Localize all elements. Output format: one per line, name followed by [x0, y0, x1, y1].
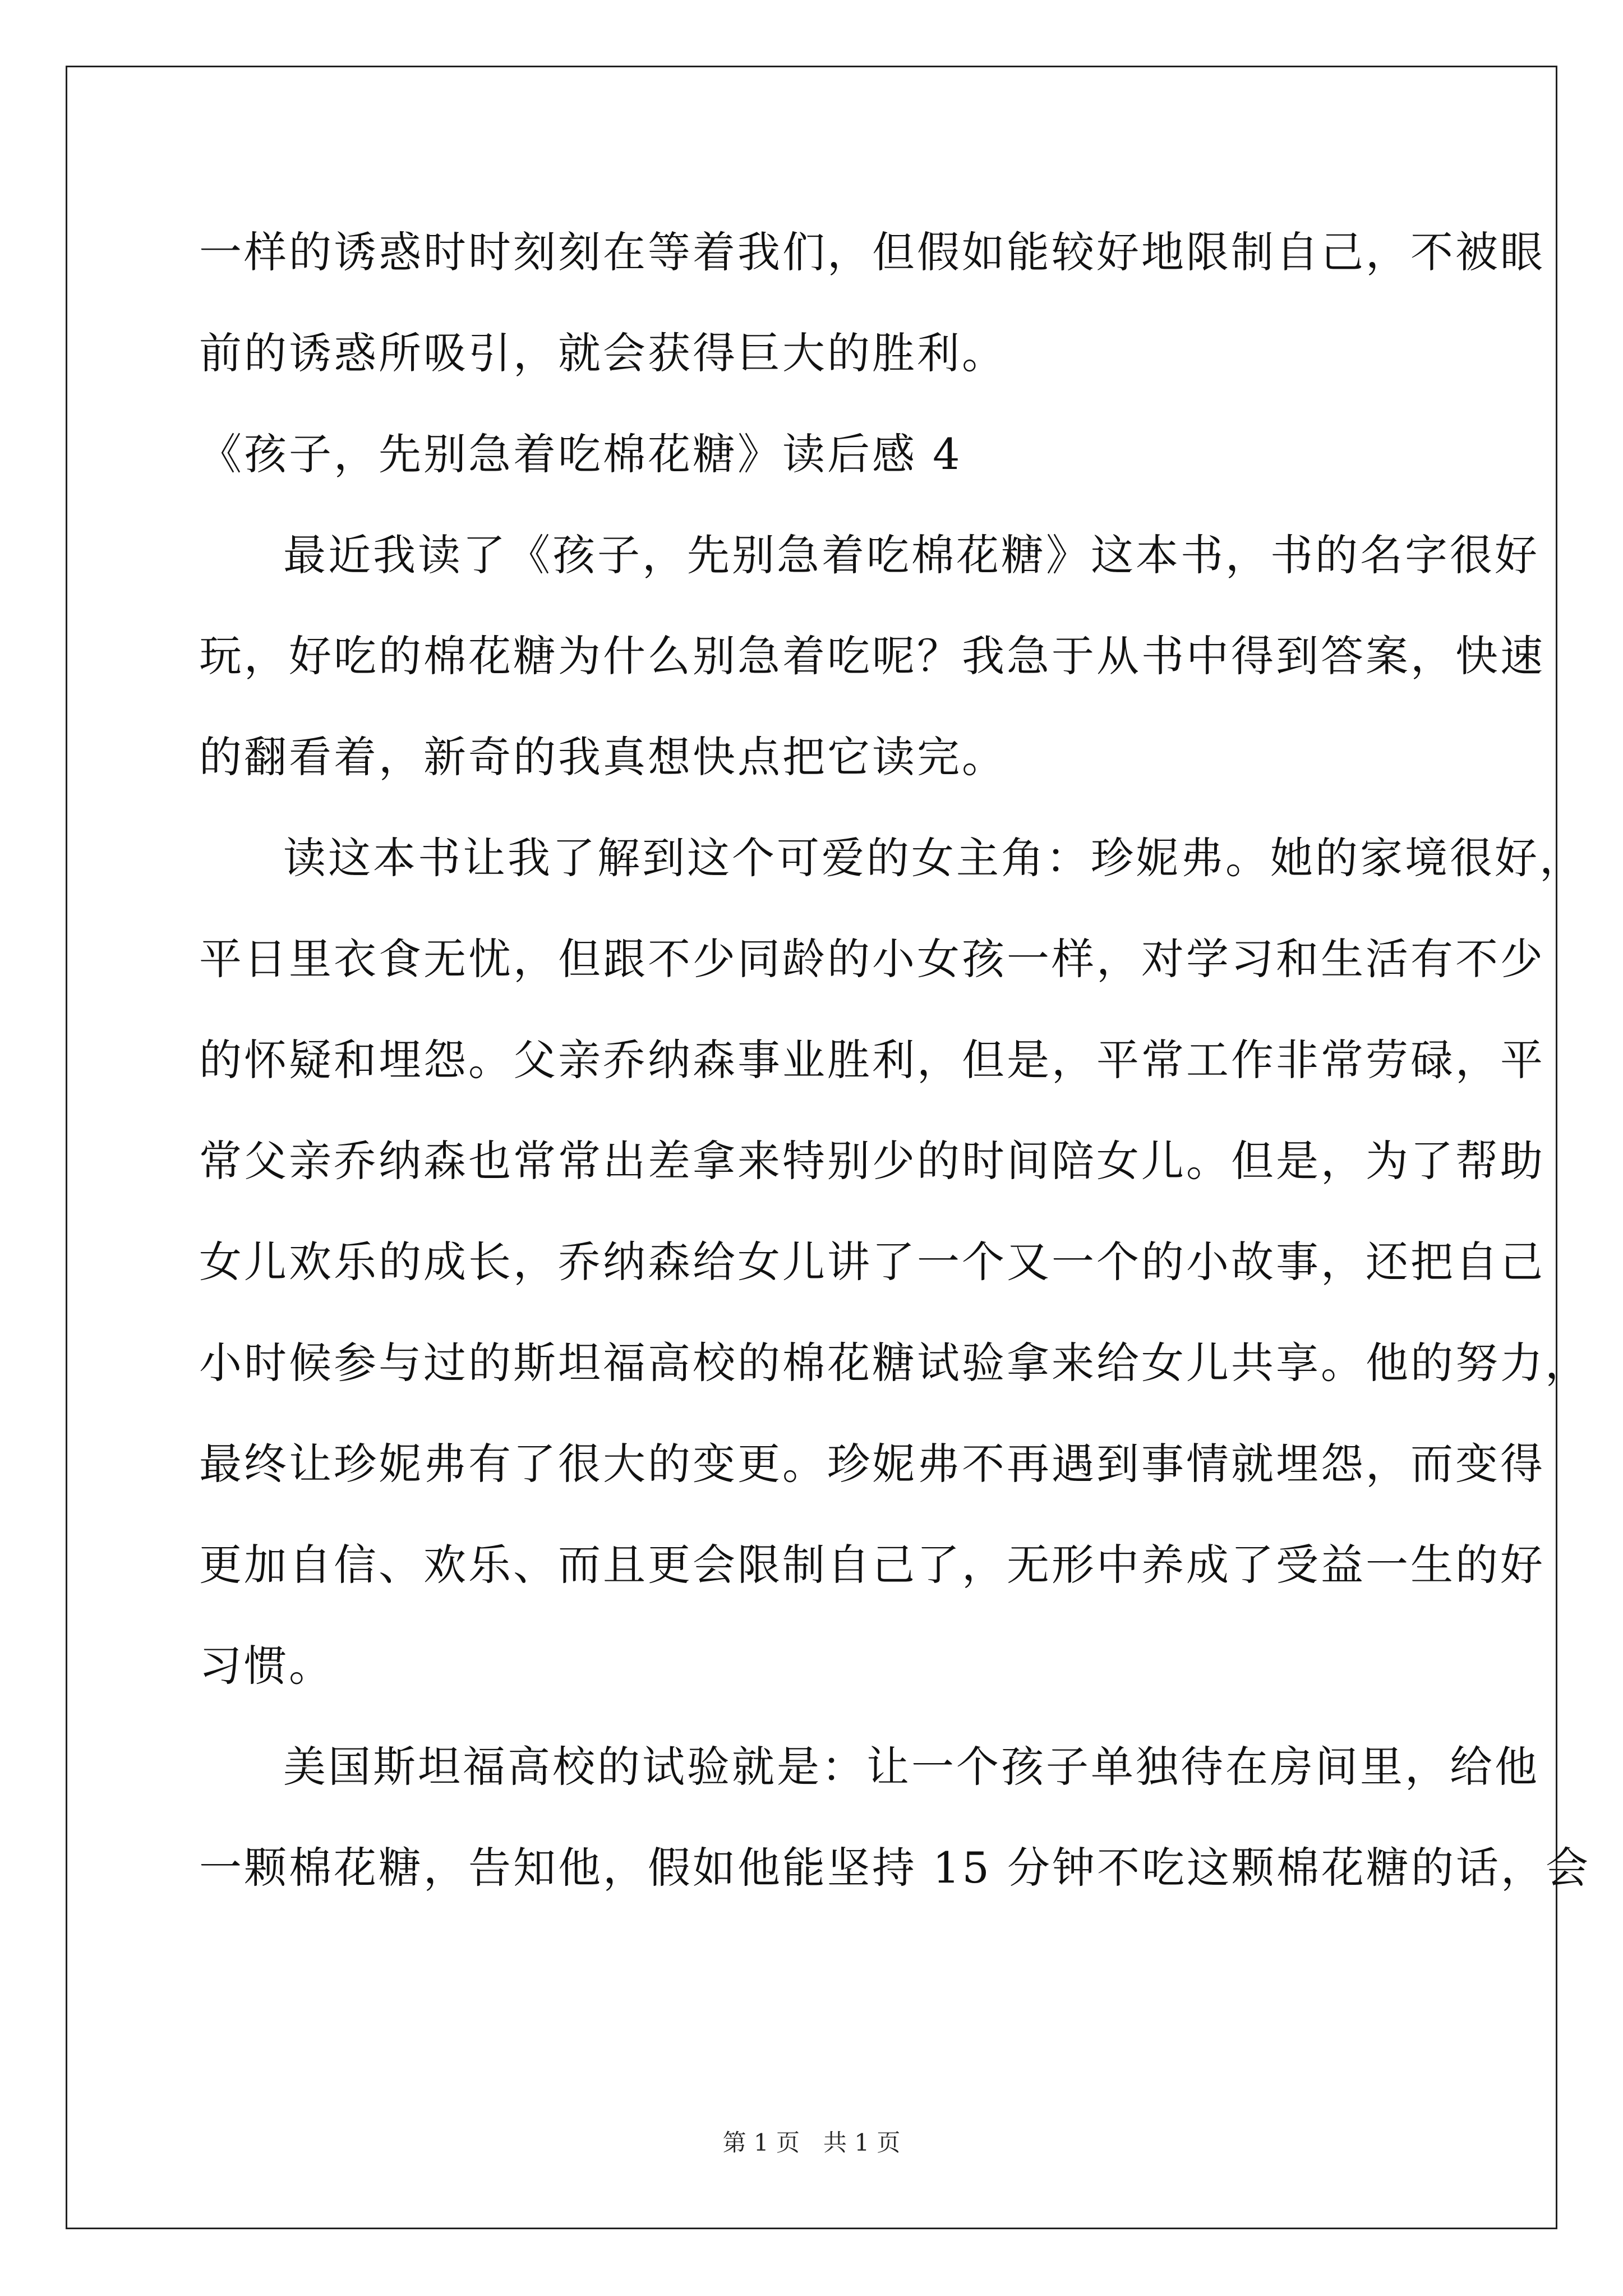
text-line: 的翻看着，新奇的我真想快点把它读完。: [199, 732, 1007, 782]
text-line: 最近我读了《孩子，先别急着吃棉花糖》这本书，书的名字很好: [283, 530, 1539, 580]
text-line: 玩，好吃的棉花糖为什么别急着吃呢？我急于从书中得到答案，快速: [199, 631, 1545, 681]
text-line: 一颗棉花糖，告知他，假如他能坚持 15 分钟不吃这颗棉花糖的话，会: [199, 1843, 1591, 1893]
text-line: 更加自信、欢乐、而且更会限制自己了，无形中养成了受益一生的好: [199, 1540, 1545, 1590]
page-number-footer: 第 1 页 共 1 页: [722, 2129, 901, 2156]
text-line: 一样的诱惑时时刻刻在等着我们，但假如能较好地限制自己，不被眼: [199, 227, 1545, 277]
text-line: 最终让珍妮弗有了很大的变更。珍妮弗不再遇到事情就埋怨，而变得: [199, 1439, 1545, 1489]
text-line: 平日里衣食无忧，但跟不少同龄的小女孩一样，对学习和生活有不少: [199, 934, 1545, 984]
text-line: 前的诱惑所吸引，就会获得巨大的胜利。: [199, 328, 1007, 378]
text-line: 读这本书让我了解到这个可爱的女主角：珍妮弗。她的家境很好，: [283, 833, 1584, 883]
document-body: [199, 202, 1591, 1918]
text-line: 常父亲乔纳森也常常出差拿来特别少的时间陪女儿。但是，为了帮助: [199, 1136, 1545, 1186]
text-line: 习惯。: [199, 1641, 334, 1691]
section-heading: 《孩子，先别急着吃棉花糖》读后感 4: [199, 429, 962, 479]
text-line: 小时候参与过的斯坦福高校的棉花糖试验拿来给女儿共享。他的努力，: [199, 1338, 1590, 1388]
text-line: 女儿欢乐的成长，乔纳森给女儿讲了一个又一个的小故事，还把自己: [199, 1237, 1545, 1287]
text-line: 的怀疑和埋怨。父亲乔纳森事业胜利，但是，平常工作非常劳碌，平: [199, 1035, 1545, 1085]
text-line: 美国斯坦福高校的试验就是：让一个孩子单独待在房间里，给他: [283, 1742, 1539, 1792]
